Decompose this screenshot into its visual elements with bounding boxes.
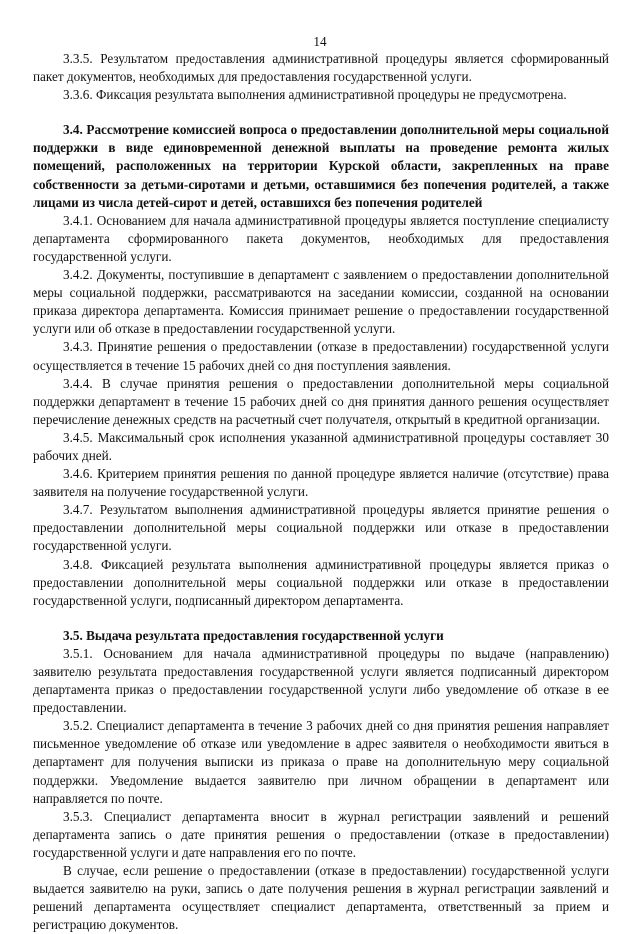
page-number: 14: [313, 34, 327, 49]
paragraph-3-4-8: 3.4.8. Фиксацией результата выполнения административной процедуры является приказ о предоставлении дополнительной меры социальной поддержки или отказе в предоставлении государственной услуги, подписанный директором департамента.: [33, 556, 609, 608]
paragraph-3-4-2: 3.4.2. Документы, поступившие в департамент с заявлением о предоставлении дополнительной меры социальной поддержки, рассматриваются на заседании комиссии, созданной на основании приказа директора департамента. Комиссия принимает решение о предоставлении государственной услуги или об отказе в предоставлении государственной услуги.: [33, 267, 609, 337]
section-heading-3-4: 3.4. Рассмотрение комиссией вопроса о предоставлении дополнительной меры социальной поддержки в виде единовременной денежной выплаты на проведение ремонта жилых помещений, расположенных на территории Курской области, закрепленных на праве собственности за детьми-сиротами и детьми, оставшимися без попечения родителей, а также лицами из числа детей-сирот и детей, оставшихся без попечения родителей: [33, 122, 609, 210]
section-gap: [33, 104, 609, 121]
document-body: [33, 34, 609, 934]
section-heading-3-5: 3.5. Выдача результата предоставления государственной услуги: [63, 627, 444, 643]
paragraph-3-4-5: 3.4.5. Максимальный срок исполнения указанной административной процедуры составляет 30 рабочих дней.: [33, 429, 609, 463]
section-gap: [33, 610, 609, 627]
paragraph-3-4-4: 3.4.4. В случае принятия решения о предоставлении дополнительной меры социальной поддержки департамент в течение 15 рабочих дней со дня принятия данного решения осуществляет перечисление денежных средств на расчетный счет получателя, открытый в кредитной организации.: [33, 375, 609, 427]
paragraph-3-3-5: 3.3.5. Результатом предоставления административной процедуры является сформированный пакет документов, необходимых для предоставления государственной услуги.: [33, 51, 609, 85]
top-spacer: [33, 34, 609, 50]
paragraph-3-5-3: 3.5.3. Специалист департамента вносит в журнал регистрации заявлений и решений департамента запись о дате принятия решения о предоставлении (отказе в предоставлении) государственной услуги и дате направления его по почте.: [33, 808, 609, 860]
paragraph-case: В случае, если решение о предоставлении (отказе в предоставлении) государственной услуги выдается заявителю на руки, запись о дате получения решения в журнал регистрации заявлений и решений департамента осуществляет специалист департамента, ответственный за прием и регистрацию документов.: [33, 863, 609, 933]
paragraph-3-4-7: 3.4.7. Результатом выполнения административной процедуры является принятие решения о предоставлении дополнительной меры социальной поддержки или отказе в предоставлении государственной услуги.: [33, 502, 609, 554]
paragraph-3-5-2: 3.5.2. Специалист департамента в течение 3 рабочих дней со дня принятия решения направляет письменное уведомление об отказе или уведомление в адрес заявителя о необходимости явиться в департамент для получения выписки из приказа о праве на дополнительную меру социальной поддержки. Уведомление выдается заявителю при личном обращении в департамент или направляется по почте.: [33, 718, 609, 806]
paragraph-3-5-1: 3.5.1. Основанием для начала административной процедуры по выдаче (направлению) заявителю результата предоставления государственной услуги является подписанный директором департамента приказ о предоставлении государственной услуги либо уведомление об отказе в ее предоставлении.: [33, 645, 609, 716]
paragraph-3-4-1: 3.4.1. Основанием для начала административной процедуры является поступление специалисту департамента сформированного пакета документов, необходимых для предоставления государственной услуги.: [33, 212, 609, 264]
paragraph-3-4-6: 3.4.6. Критерием принятия решения по данной процедуре является наличие (отсутствие) права заявителя на получение государственной услуги.: [33, 466, 609, 500]
paragraph-3-3-6: 3.3.6. Фиксация результата выполнения административной процедуры не предусмотрена.: [63, 87, 567, 103]
paragraph-3-4-3: 3.4.3. Принятие решения о предоставлении (отказе в предоставлении) государственной услуги осуществляется в течение 15 рабочих дней со дня поступления заявления.: [33, 339, 609, 373]
